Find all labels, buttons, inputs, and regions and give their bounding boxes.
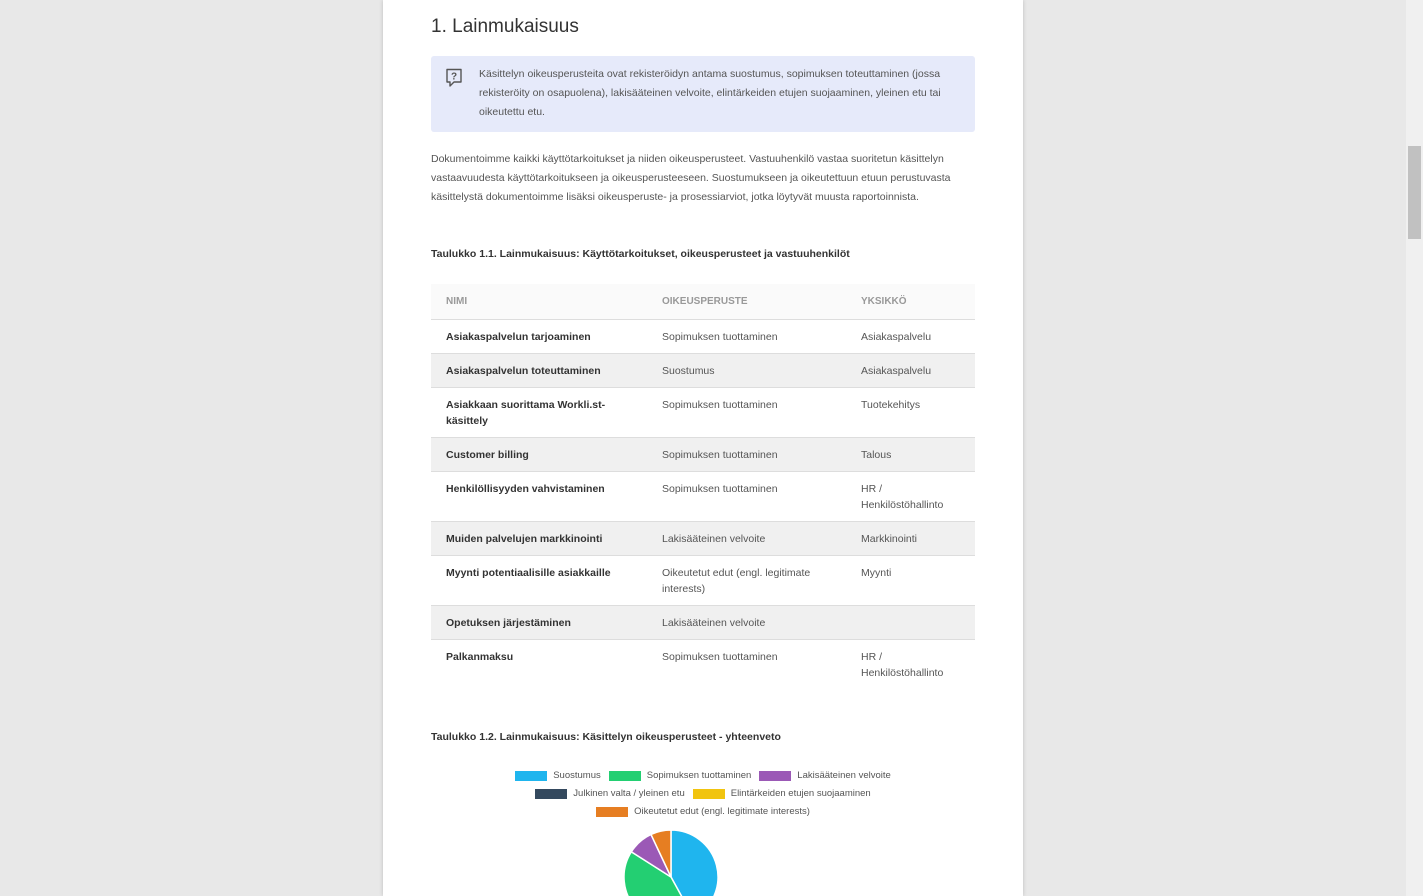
row-unit bbox=[846, 605, 975, 639]
table-row bbox=[431, 387, 975, 437]
purposes-table bbox=[431, 284, 975, 689]
header-nimi: NIMI bbox=[431, 284, 647, 319]
legend-item[interactable] bbox=[759, 770, 890, 781]
row-name: Muiden palvelujen markkinointi bbox=[431, 521, 647, 555]
legend-swatch bbox=[596, 807, 628, 817]
legend-label: Julkinen valta / yleinen etu bbox=[573, 788, 685, 799]
row-name: Henkilöllisyyden vahvistaminen bbox=[431, 471, 647, 521]
row-unit: Asiakaspalvelu bbox=[846, 353, 975, 387]
table-row bbox=[431, 605, 975, 639]
table-row bbox=[431, 639, 975, 689]
legend-item[interactable] bbox=[693, 788, 871, 799]
header-yksikko: YKSIKKÖ bbox=[846, 284, 975, 319]
row-unit: Myynti bbox=[846, 555, 975, 605]
row-basis: Suostumus bbox=[647, 353, 846, 387]
row-unit: Asiakaspalvelu bbox=[846, 319, 975, 353]
row-name: Asiakaspalvelun tarjoaminen bbox=[431, 319, 647, 353]
report-page bbox=[383, 0, 1023, 896]
legend-swatch bbox=[609, 771, 641, 781]
legend-swatch bbox=[535, 789, 567, 799]
legend-row bbox=[431, 806, 975, 817]
table-row bbox=[431, 437, 975, 471]
legend-row bbox=[431, 770, 975, 781]
row-name: Palkanmaksu bbox=[446, 650, 514, 663]
row-basis: Sopimuksen tuottaminen bbox=[647, 387, 846, 437]
header-oikeusperuste: OIKEUSPERUSTE bbox=[647, 284, 846, 319]
legend-swatch bbox=[515, 771, 547, 781]
table-caption-2: Taulukko 1.2. Lainmukaisuus: Käsittelyn oikeusperusteet - yhteenveto bbox=[431, 731, 781, 743]
row-name: Customer billing bbox=[431, 437, 647, 471]
svg-text:?: ? bbox=[450, 71, 458, 83]
row-basis: Oikeutetut edut (engl. legitimate interests) bbox=[647, 555, 846, 605]
row-unit: HR / Henkilöstöhallinto bbox=[861, 650, 944, 679]
scrollbar-thumb[interactable] bbox=[1408, 146, 1421, 239]
row-name: Myynti potentiaalisille asiakkaille bbox=[431, 555, 647, 605]
table-row bbox=[431, 319, 975, 353]
legend-label: Oikeutetut edut (engl. legitimate interests) bbox=[634, 806, 810, 817]
row-basis: Lakisääteinen velvoite bbox=[647, 521, 846, 555]
row-basis: Lakisääteinen velvoite bbox=[647, 605, 846, 639]
info-box bbox=[431, 56, 975, 132]
legend-label: Suostumus bbox=[553, 770, 601, 781]
legend-item[interactable] bbox=[596, 806, 810, 817]
legend-row bbox=[431, 788, 975, 799]
scrollbar[interactable] bbox=[1406, 0, 1423, 896]
table-row bbox=[431, 471, 975, 521]
row-basis: Sopimuksen tuottaminen bbox=[662, 650, 778, 663]
table-caption-1: Taulukko 1.1. Lainmukaisuus: Käyttötarkoitukset, oikeusperusteet ja vastuuhenkilöt bbox=[431, 248, 850, 260]
legend-item[interactable] bbox=[515, 770, 601, 781]
legend-swatch bbox=[759, 771, 791, 781]
section-title: 1. Lainmukaisuus bbox=[431, 16, 579, 37]
legend-label: Sopimuksen tuottaminen bbox=[646, 770, 752, 781]
info-text: Käsittelyn oikeusperusteita ovat rekisteröidyn antama suostumus, sopimuksen toteuttaminen (jossa rekisteröity on osapuolena), lakisääteinen velvoite, elintärkeiden etujen suojaaminen, yleinen etu tai oikeutettu etu. bbox=[479, 68, 941, 118]
pie-chart bbox=[431, 820, 975, 896]
table-header-row bbox=[431, 284, 975, 319]
legend-label: Lakisääteinen velvoite bbox=[797, 770, 891, 781]
question-comment-icon bbox=[445, 68, 463, 88]
table-row bbox=[431, 555, 975, 605]
row-basis: Sopimuksen tuottaminen bbox=[647, 437, 846, 471]
row-unit: Tuotekehitys bbox=[846, 387, 975, 437]
pie-slice-0[interactable] bbox=[671, 830, 718, 896]
row-unit: HR / Henkilöstöhallinto bbox=[846, 471, 975, 521]
intro-paragraph: Dokumentoimme kaikki käyttötarkoitukset ja niiden oikeusperusteet. Vastuuhenkilö vastaa suoritetun käsittelyn vastaavuudesta käyttötarkoitukseen ja oikeusperusteeseen. Suostumukseen ja oikeutettuun etuun perustuvasta käsittelystä dokumentoimme lisäksi oikeusperuste- ja prosessiarviot, jotka löytyvät muusta raportoinnista. bbox=[431, 153, 951, 203]
row-unit: Talous bbox=[846, 437, 975, 471]
legend-swatch bbox=[693, 789, 725, 799]
row-basis: Sopimuksen tuottaminen bbox=[647, 471, 846, 521]
table-row bbox=[431, 521, 975, 555]
row-name: Asiakkaan suorittama Workli.st-käsittely bbox=[431, 387, 647, 437]
row-name: Asiakaspalvelun toteuttaminen bbox=[431, 353, 647, 387]
legend-item[interactable] bbox=[609, 770, 752, 781]
row-basis: Sopimuksen tuottaminen bbox=[647, 319, 846, 353]
legend-item[interactable] bbox=[535, 788, 684, 799]
row-unit: Markkinointi bbox=[846, 521, 975, 555]
table-row bbox=[431, 353, 975, 387]
row-name: Opetuksen järjestäminen bbox=[431, 605, 647, 639]
legend-label: Elintärkeiden etujen suojaaminen bbox=[730, 788, 871, 799]
